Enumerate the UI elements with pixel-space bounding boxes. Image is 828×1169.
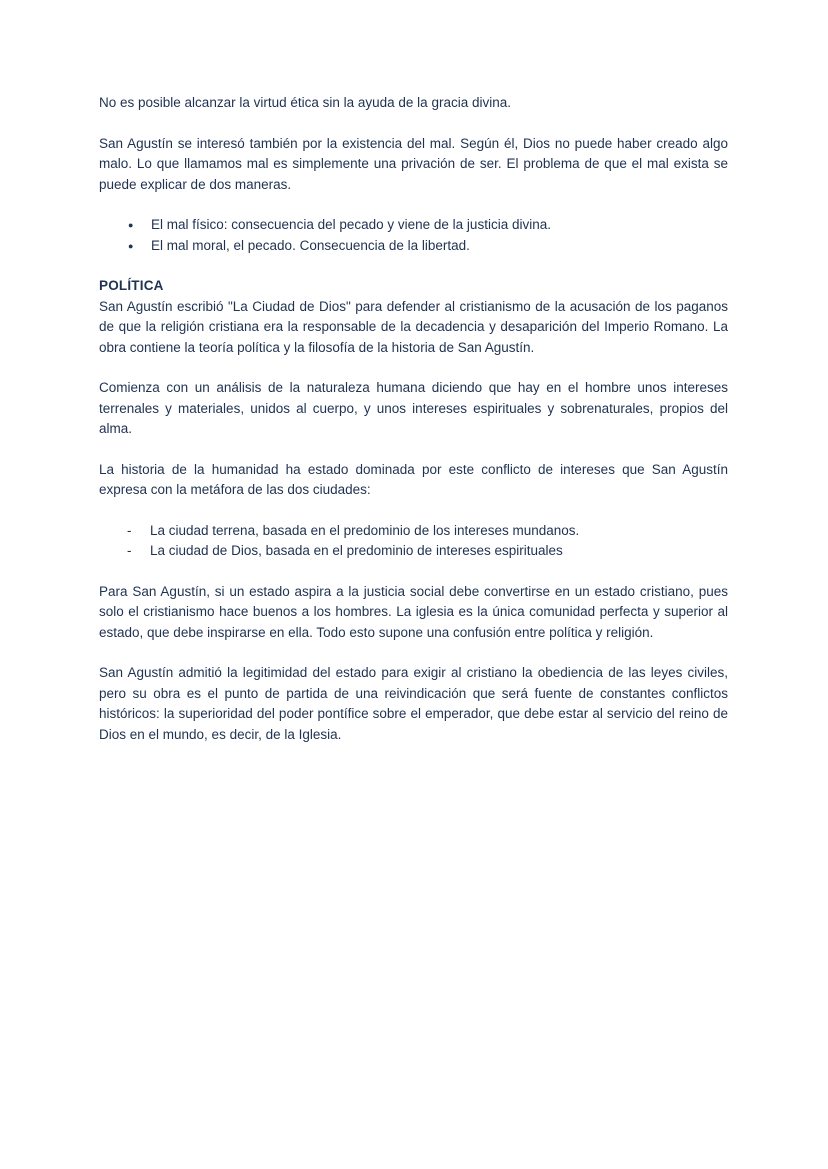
list-item-evil-moral: ● El mal moral, el pecado. Consecuencia de la libertad. [151,236,728,257]
paragraph-estado-cristiano: Para San Agustín, si un estado aspira a la justicia social debe convertirse en un estado cristiano, pues solo el cristianismo hace buenos a los hombres. La iglesia es la única comunidad perfecta y superior al estado, que debe inspirarse en ella. Todo esto supone una confusión entre política y religión. [99,583,728,640]
paragraph-ciudad-de-dios: San Agustín escribió "La Ciudad de Dios" para defender al cristianismo de la acusación de los paganos de que la religión cristiana era la responsable de la decadencia y desaparición del Imperio Romano. La obra contiene la teoría política y la filosofía de la historia de San Agustín. [99,298,728,355]
paragraph-evil: San Agustín se interesó también por la existencia del mal. Según él, Dios no puede haber creado algo malo. Lo que llamamos mal es simplemente una privación de ser. El problema de que el mal exista se puede explicar de dos maneras. [99,135,728,192]
two-cities-list [99,521,728,562]
paragraph-historia-humanidad: La historia de la humanidad ha estado dominada por este conflicto de intereses que San Agustín expresa con la metáfora de las dos ciudades: [99,461,728,497]
evil-types-list [99,215,728,256]
paragraph-legitimidad-estado: San Agustín admitió la legitimidad del estado para exigir al cristiano la obediencia de las leyes civiles, pero su obra es el punto de partida de una reivindicación que será fuente de constantes conflictos históricos: la superioridad del poder pontífice sobre el emperador, que debe estar al servicio del reino de Dios en el mundo, es decir, de la Iglesia. [99,665,728,742]
list-item-ciudad-terrena: - La ciudad terrena, basada en el predominio de los intereses mundanos. [150,521,728,542]
section-heading-politica: POLÍTICA [99,278,164,293]
paragraph-grace: No es posible alcanzar la virtud ética sin la ayuda de la gracia divina. [99,95,511,110]
paragraph-naturaleza-humana: Comienza con un análisis de la naturaleza humana diciendo que hay en el hombre unos intereses terrenales y materiales, unidos al cuerpo, y unos intereses espirituales y sobrenaturales, propios del alma. [99,380,728,436]
list-item-ciudad-de-dios: - La ciudad de Dios, basada en el predominio de intereses espirituales [150,541,728,562]
list-item-evil-physical: ● El mal físico: consecuencia del pecado y viene de la justicia divina. [151,215,728,236]
